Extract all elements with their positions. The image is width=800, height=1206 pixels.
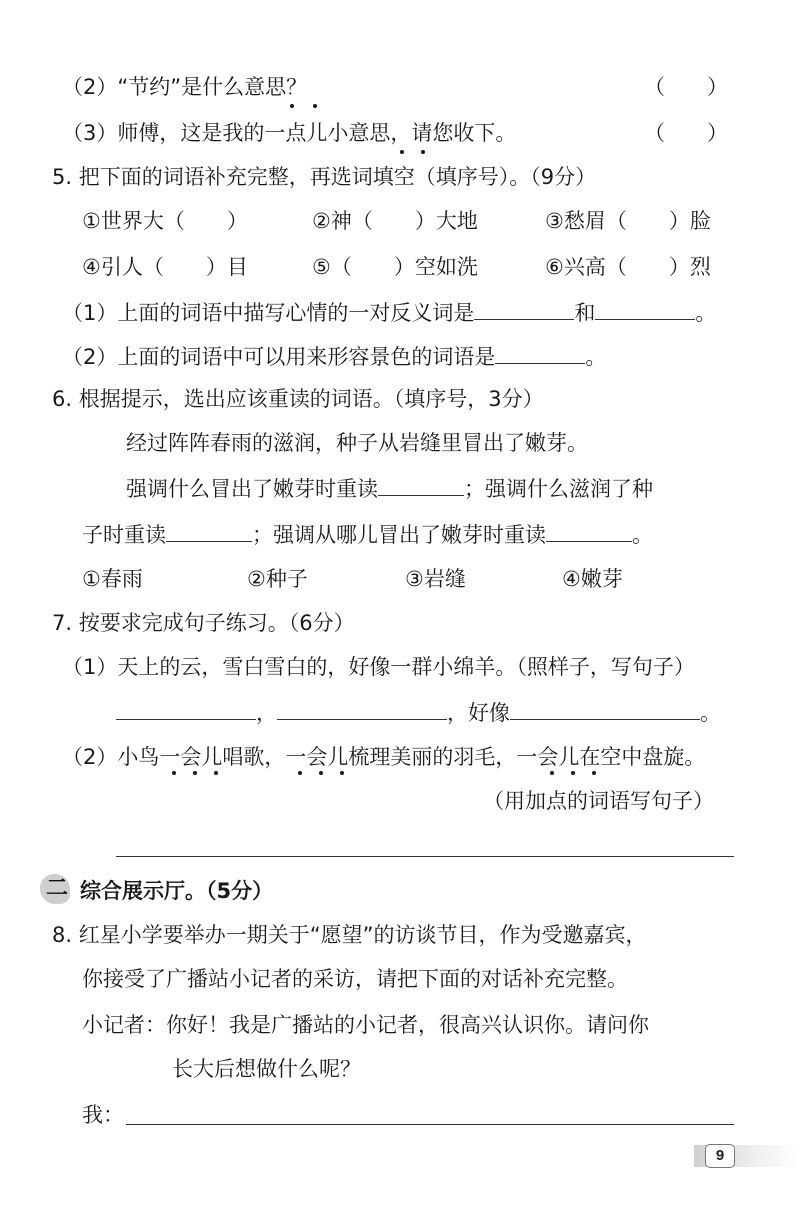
q6-hint-line-2: 子时重读 ；强调从哪儿冒出了嫩芽时重读 。 [82,523,653,547]
answer-blank[interactable] [277,699,447,720]
emphasis-dot [214,771,218,775]
q8-answer-line[interactable] [126,1124,734,1125]
q6-hint-line-1: 强调什么冒出了嫩芽时重读 ；强调什么滋润了种 [126,477,653,501]
q6-option-3: ③岩缝 [405,567,466,591]
q5-title: 5. 把下面的词语补充完整，再选词填空（填序号）。（9分） [52,165,597,189]
q8-me-label: 我： [82,1103,124,1127]
emphasis-dot [319,771,323,775]
q5-subquestion-2: （2）上面的词语中可以用来形容景色的词语是 。 [62,345,607,369]
q5-word-4[interactable]: ④引人（ ）目 [82,255,248,279]
answer-blank[interactable] [510,699,700,720]
answer-blank[interactable] [116,699,256,720]
emphasis-dot [313,104,317,108]
q8-prompt-line-2: 你接受了广播站小记者的采访，请把下面的对话补充完整。 [82,967,628,991]
q5-word-3[interactable]: ③愁眉（ ）脸 [545,209,711,233]
q7-title: 7. 按要求完成句子练习。（6分） [52,611,355,635]
q5-word-1[interactable]: ①世界大（ ） [82,209,248,233]
q6-option-1: ①春雨 [82,567,143,591]
emphasis-dot [421,150,425,154]
q6-option-2: ②种子 [247,567,308,591]
q5-subquestion-1: （1）上面的词语中描写心情的一对反义词是 和 。 [62,301,717,325]
q4-subquestion-3: （3）师傅，这是我的一点儿小意思，请您收下。 [62,121,517,145]
emphasis-dot [550,771,554,775]
q4-s3-answer-blank[interactable]: （ ） [644,121,728,145]
answer-blank[interactable] [474,299,574,320]
q6-option-4: ④嫩芽 [562,567,623,591]
answer-blank[interactable] [595,299,695,320]
answer-blank[interactable] [546,521,632,542]
emphasis-dot [400,150,404,154]
answer-blank[interactable] [495,343,585,364]
q7-s2-answer-line[interactable] [116,856,734,857]
q8-prompt-line-1: 8. 红星小学要举办一期关于“愿望”的访谈节目，作为受邀嘉宾， [52,923,647,947]
emphasis-dot [193,771,197,775]
q5-word-6[interactable]: ⑥兴高（ ）烈 [545,255,711,279]
q5-word-5[interactable]: ⑤（ ）空如洗 [312,255,478,279]
q4-subquestion-2: （2）“节约”是什么意思？ [62,75,308,99]
section2-title: 综合展示厅。（5分） [80,879,274,903]
emphasis-dot [172,771,176,775]
answer-blank[interactable] [378,475,464,496]
q6-sentence: 经过阵阵春雨的滋润，种子从岩缝里冒出了嫩芽。 [126,431,588,455]
emphasis-dot [290,104,294,108]
section-number-icon: 二 [40,874,70,904]
q5-word-2[interactable]: ②神（ ）大地 [312,209,478,233]
q6-title: 6. 根据提示，选出应该重读的词语。（填序号，3分） [52,387,544,411]
q8-reporter-line-2: 长大后想做什么呢？ [172,1057,361,1081]
answer-blank[interactable] [166,521,252,542]
q8-reporter-line-1: 小记者：你好！我是广播站的小记者，很高兴认识你。请问你 [82,1013,649,1037]
emphasis-dot [592,771,596,775]
q7-s1-answer-line: ， ，好像 。 [116,698,721,728]
emphasis-dot [340,771,344,775]
q4-s2-answer-blank[interactable]: （ ） [644,75,728,99]
q7-subquestion-2: （2）小鸟一会儿唱歌，一会儿梳理美丽的羽毛，一会儿在空中盘旋。 [62,745,706,769]
q7-s2-instruction: （用加点的词语写句子） [483,789,714,813]
emphasis-dot [571,771,575,775]
emphasis-dot [298,771,302,775]
page-number: 9 [705,1144,735,1168]
q7-subquestion-1: （1）天上的云，雪白雪白的，好像一群小绵羊。（照样子，写句子） [62,655,695,679]
